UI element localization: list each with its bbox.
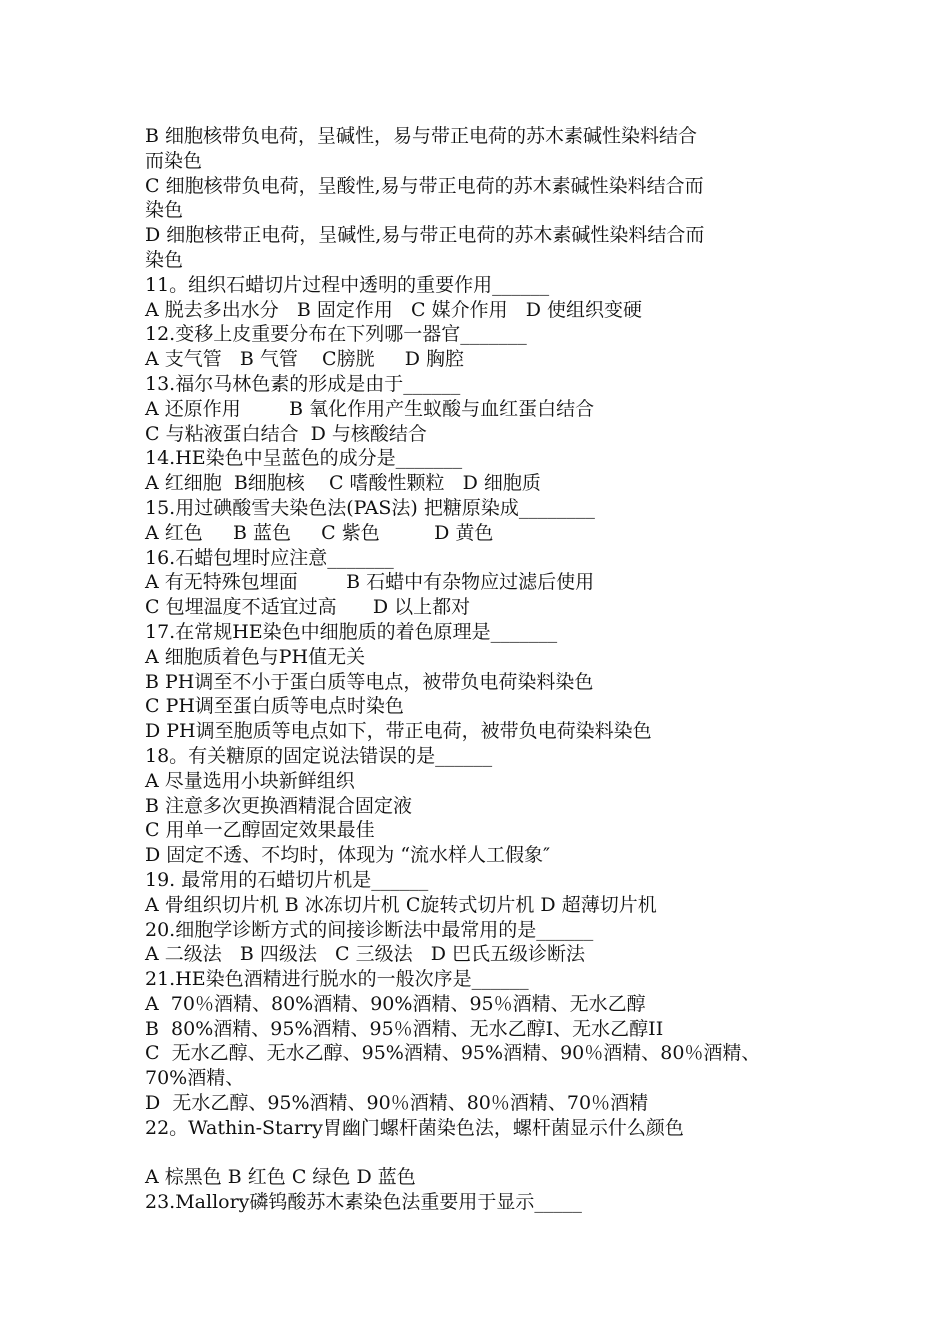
- text-line: 21.HE染色酒精进行脱水的一般次序是______: [145, 968, 529, 991]
- text-line: B 注意多次更换酒精混合固定液: [145, 794, 413, 817]
- text-line: 染色: [145, 199, 184, 222]
- text-line: A 有无特殊包埋面 B 石蜡中有杂物应过滤后使用: [145, 571, 595, 594]
- text-line: B 细胞核带负电荷，呈碱性，易与带正电荷的苏木素碱性染料结合: [145, 125, 698, 147]
- text-line: 70%酒精、: [145, 1067, 245, 1090]
- text-line: A 红细胞 B细胞核 C 嗜酸性颗粒 D 细胞质: [145, 472, 541, 495]
- text-line: D 无水乙醇、95%酒精、90％酒精、80％酒精、70％酒精: [145, 1092, 649, 1115]
- text-line: D PH调至胞质等电点如下，带正电荷，被带负电荷染料染色: [145, 720, 652, 743]
- text-line: C 用单一乙醇固定效果最佳: [145, 819, 375, 842]
- text-line: 17.在常规HE染色中细胞质的着色原理是_______: [145, 620, 558, 643]
- text-line: 23.Mallory磷钨酸苏木素染色法重要用于显示_____: [145, 1191, 582, 1214]
- text-line: 15.用过碘酸雪夫染色法(PAS法) 把糖原染成________: [145, 496, 595, 519]
- text-line: C 细胞核带负电荷，呈酸性,易与带正电荷的苏木素碱性染料结合而: [145, 174, 704, 197]
- text-line: D 细胞核带正电荷，呈碱性,易与带正电荷的苏木素碱性染料结合而: [145, 224, 705, 247]
- text-line: 11。组织石蜡切片过程中透明的重要作用______: [145, 273, 550, 296]
- text-line: A 还原作用 B 氧化作用产生蚁酸与血红蛋白结合: [145, 397, 595, 420]
- text-line: A 70％酒精、80%酒精、90%酒精、95％酒精、无水乙醇: [145, 992, 646, 1015]
- text-line: 13.福尔马林色素的形成是由于______: [145, 372, 461, 395]
- text-line: 而染色: [145, 149, 203, 172]
- text-line: A 脱去多出水分 B 固定作用 C 媒介作用 D 使组织变硬: [145, 298, 642, 321]
- blank-line: [145, 1141, 825, 1166]
- text-line: 20.细胞学诊断方式的间接诊断法中最常用的是______: [145, 918, 594, 941]
- text-line: A 骨组织切片机 B 冰冻切片机 C旋转式切片机 D 超薄切片机: [145, 893, 657, 916]
- text-line: A 尽量选用小块新鲜组织: [145, 769, 355, 792]
- text-line: D 固定不透、不均时，体现为 “流水样人工假象″: [145, 844, 551, 867]
- document-page: [145, 124, 825, 1215]
- text-line: C 无水乙醇、无水乙醇、95%酒精、95%酒精、90％酒精、80％酒精、: [145, 1042, 761, 1065]
- text-line: A 红色 B 蓝色 C 紫色 D 黄色: [145, 521, 494, 544]
- text-line: A 细胞质着色与PH值无关: [145, 645, 366, 668]
- text-line: 22。Wathin-Starry胃幽门螺杆菌染色法，螺杆菌显示什么颜色: [145, 1116, 684, 1139]
- text-line: A 二级法 B 四级法 C 三级法 D 巴氏五级诊断法: [145, 943, 585, 966]
- text-line: B 80%酒精、95%酒精、95％酒精、无水乙醇I、无水乙醇II: [145, 1017, 664, 1040]
- text-line: 14.HE染色中呈蓝色的成分是_______: [145, 447, 463, 470]
- text-line: C 与粘液蛋白结合 D 与核酸结合: [145, 422, 427, 445]
- text-line: 19. 最常用的石蜡切片机是______: [145, 868, 429, 891]
- text-line: 12.变移上皮重要分布在下列哪一器官_______: [145, 323, 527, 346]
- text-line: A 支气管 B 气管 C膀胱 D 胸腔: [145, 348, 465, 371]
- text-line: 18。有关糖原的固定说法错误的是______: [145, 744, 493, 767]
- text-line: A 棕黑色 B 红色 C 绿色 D 蓝色: [145, 1166, 416, 1189]
- text-line: B PH调至不小于蛋白质等电点，被带负电荷染料染色: [145, 670, 594, 693]
- text-line: 16.石蜡包埋时应注意_______: [145, 546, 394, 569]
- text-line: 染色: [145, 248, 184, 271]
- text-line: C 包埋温度不适宜过高 D 以上都对: [145, 596, 471, 619]
- text-line: C PH调至蛋白质等电点时染色: [145, 695, 404, 718]
